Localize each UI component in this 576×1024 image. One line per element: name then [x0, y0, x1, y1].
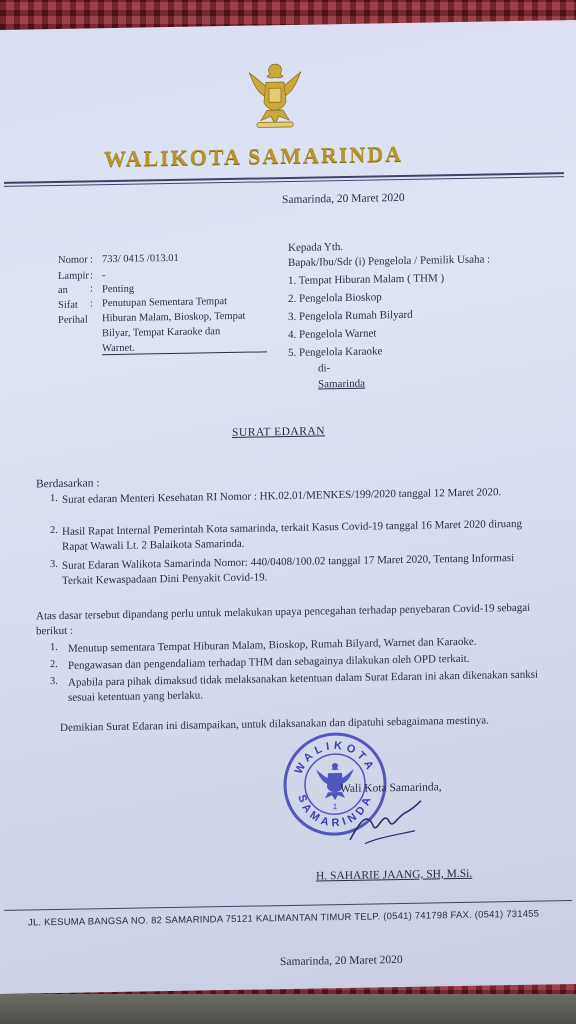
sifat-value: Penting — [102, 283, 135, 296]
recipient-addressee: Bapak/Ibu/Sdr (i) Pengelola / Pemilik Usaha : — [288, 253, 491, 269]
recipient-item: 2. Pengelola Bioskop — [288, 291, 382, 305]
recipient-to: Kepada Yth. — [288, 241, 344, 254]
basis-item-text: Surat edaran Menteri Kesehatan RI Nomor : HK.02.01/MENKES/199/2020 tanggal 12 Maret 2020. — [62, 486, 502, 506]
place-date: Samarinda, 20 Maret 2020 — [282, 191, 405, 207]
stamp-number: 1 — [332, 802, 338, 812]
measures-intro: Atas dasar tersebut dipandang perlu untuk melakukan upaya pencegahan terhadap penyebaran Covid-19 sebagai berikut : — [36, 601, 531, 638]
perihal-label: Perihal — [58, 314, 88, 326]
nomor-label: Nomor — [58, 254, 88, 266]
letter-subject: SURAT EDARAN — [232, 425, 326, 439]
measure-num: 3. — [50, 675, 58, 688]
footer-place-date: Samarinda, 20 Maret 2020 — [280, 953, 403, 969]
recipient-di: di- — [318, 362, 331, 375]
basis-item-text: Surat Edaran Walikota Samarinda Nomor: 440/0408/100.02 tanggal 17 Maret 2020, Tentang Informasi Terkait Kewaspadaan Dini Penyakit Covid-19. — [62, 552, 515, 587]
garuda-emblem-icon — [243, 58, 307, 131]
recipient-item: 1. Tempat Hiburan Malam ( THM ) — [288, 272, 445, 287]
sifat-colon: : — [90, 283, 93, 295]
signatory-title: Wali Kota Samarinda, — [340, 781, 442, 796]
basis-intro: Berdasarkan : — [36, 477, 100, 491]
handwritten-signature — [345, 791, 425, 852]
stamp-top-text: WALIKOTA — [292, 739, 378, 777]
recipient-city: Samarinda — [318, 377, 366, 391]
lampiran-value: - — [102, 270, 106, 282]
basis-item-text: Hasil Rapat Internal Pemerintah Kota samarinda, terkait Kasus Covid-19 tanggal 16 Maret 2020 diruang Rapat Wawali Lt. 2 Balaikota Samarinda. — [62, 517, 523, 553]
recipient-item: 5. Pengelola Karaoke — [288, 345, 383, 359]
measure-item-text: Pengawasan dan pengendaliam terhadap THM dan sebagainya dilakukan oleh OPD terkait. — [68, 652, 470, 672]
footer-address: JL. KESUMA BANGSA NO. 82 SAMARINDA 75121 KALIMANTAN TIMUR TELP. (0541) 741798 FAX. (0541) 731455 — [28, 908, 540, 929]
perihal-line-1: Penutupan Sementara Tempat — [102, 296, 228, 310]
stamp-bottom-text: SAMARINDA — [295, 792, 375, 830]
header-title: WALIKOTA SAMARINDA — [104, 140, 404, 172]
measure-item-text: Apabila para pihak dimaksud tidak melaksanakan ketentuan dalam Surat Edaran ini akan dikenakan sanksi sesuai ketentuan yang berlaku. — [68, 668, 539, 704]
nomor-value: 733/ 0415 /013.01 — [102, 252, 179, 266]
perihal-line-2: Hiburan Malam, Bioskop, Tempat — [102, 310, 246, 325]
measure-item-text: Menutup sementara Tempat Hiburan Malam, Bioskop, Rumah Bilyard, Warnet dan Karaoke. — [68, 635, 477, 655]
closing-paragraph: Demikian Surat Edaran ini disampaikan, untuk dilaksanakan dan dipatuhi sebagaimana mestinya. — [60, 714, 489, 734]
letter-paper — [0, 20, 576, 994]
lampiran-colon: : — [90, 270, 93, 282]
sifat-label: Sifat — [58, 299, 78, 311]
nomor-colon: : — [90, 254, 93, 266]
lampiran-label-part2: an — [58, 284, 68, 296]
perihal-line-4: Warnet. — [102, 340, 267, 355]
recipient-item: 4. Pengelola Warnet — [288, 327, 377, 341]
table-surface — [0, 994, 576, 1024]
perihal-line-3: Bilyar, Tempat Karaoke dan — [102, 326, 221, 340]
measure-num: 1. — [50, 641, 58, 654]
signatory-name: H. SAHARIE JAANG, SH, M.Si. — [316, 867, 473, 883]
basis-num: 3. — [50, 558, 58, 571]
measure-num: 2. — [50, 658, 58, 671]
perihal-colon: : — [90, 298, 93, 310]
basis-num: 2. — [50, 524, 58, 537]
basis-num: 1. — [50, 492, 58, 505]
recipient-item: 3. Pengelola Rumah Bilyard — [288, 308, 413, 323]
lampiran-label-part1: Lampir — [58, 270, 89, 282]
